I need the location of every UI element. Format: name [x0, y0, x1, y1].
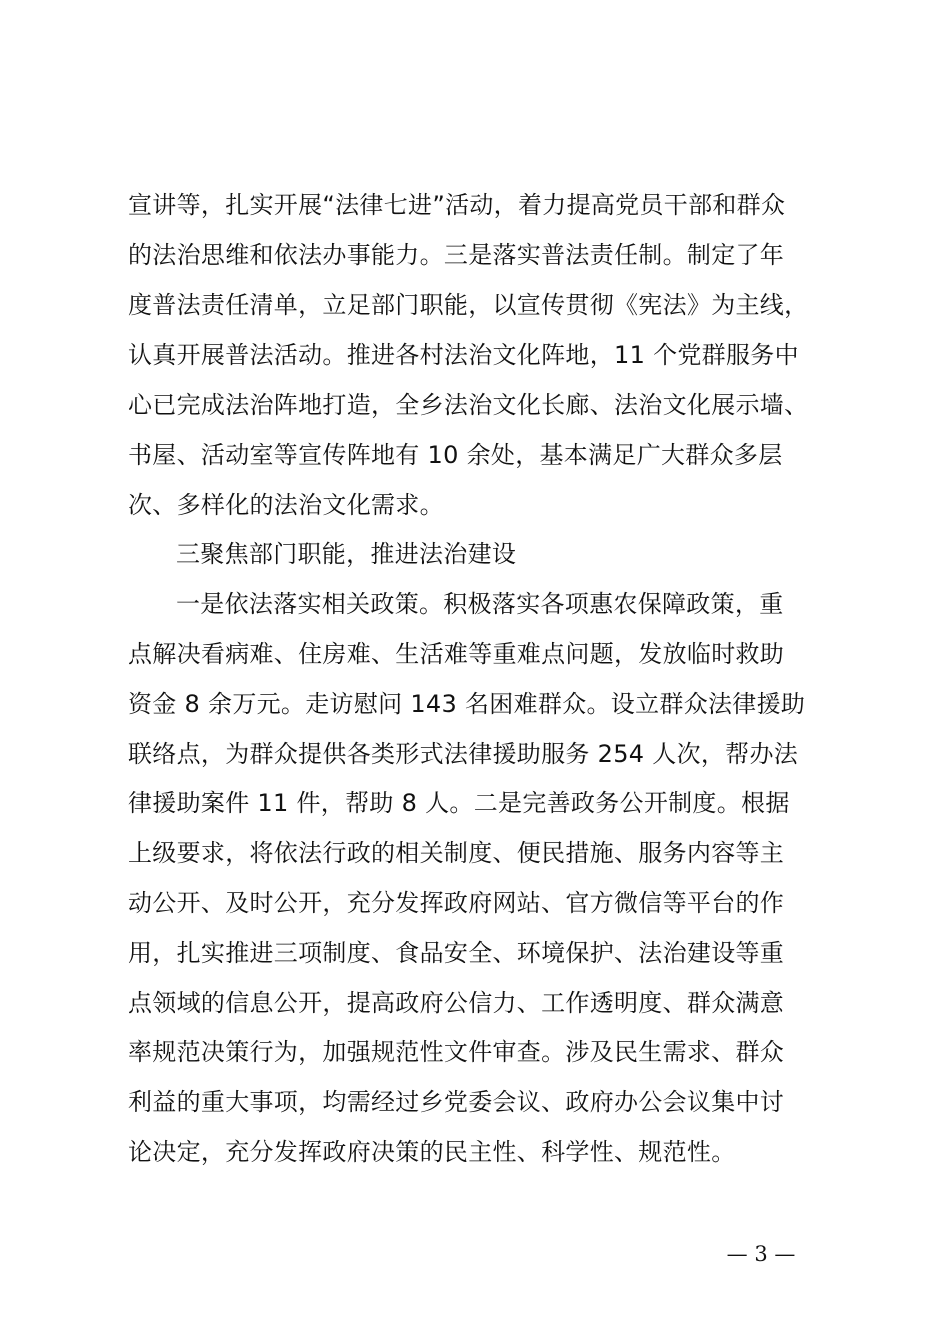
section-heading: 三聚焦部门职能，推进法治建设	[176, 540, 517, 568]
text-line: 书屋、活动室等宣传阵地有 10 余处，基本满足广大群众多层	[128, 441, 783, 469]
page-number: — 3 —	[726, 1242, 796, 1266]
text-line: 资金 8 余万元。走访慰问 143 名困难群众。设立群众法律援助	[128, 690, 806, 718]
paragraph-start-line: 一是依法落实相关政策。积极落实各项惠农保障政策，重	[176, 590, 784, 618]
text-line: 点领域的信息公开，提高政府公信力、工作透明度、群众满意	[128, 989, 785, 1017]
text-line: 联络点，为群众提供各类形式法律援助服务 254 人次，帮办法	[128, 740, 799, 768]
text-line: 宣讲等，扎实开展“法律七进”活动，着力提高党员干部和群众	[128, 191, 786, 219]
text-line: 利益的重大事项，均需经过乡党委会议、政府办公会议集中讨	[128, 1088, 785, 1116]
text-line: 次、多样化的法治文化需求。	[128, 491, 444, 519]
text-line: 度普法责任清单，立足部门职能，以宣传贯彻《宪法》为主线，	[128, 291, 809, 319]
text-line: 上级要求，将依法行政的相关制度、便民措施、服务内容等主	[128, 839, 785, 867]
text-line: 用，扎实推进三项制度、食品安全、环境保护、法治建设等重	[128, 939, 785, 967]
text-line: 点解决看病难、住房难、生活难等重难点问题，发放临时救助	[128, 640, 785, 668]
text-line: 认真开展普法活动。推进各村法治文化阵地，11 个党群服务中	[128, 341, 799, 369]
text-line: 心已完成法治阵地打造，全乡法治文化长廊、法治文化展示墙、	[128, 391, 809, 419]
text-line: 动公开、及时公开，充分发挥政府网站、官方微信等平台的作	[128, 889, 785, 917]
text-line: 率规范决策行为，加强规范性文件审查。涉及民生需求、群众	[128, 1038, 785, 1066]
text-line: 的法治思维和依法办事能力。三是落实普法责任制。制定了年	[128, 241, 785, 269]
text-line: 论决定，充分发挥政府决策的民主性、科学性、规范性。	[128, 1138, 736, 1166]
text-line: 律援助案件 11 件，帮助 8 人。二是完善政务公开制度。根据	[128, 789, 790, 817]
